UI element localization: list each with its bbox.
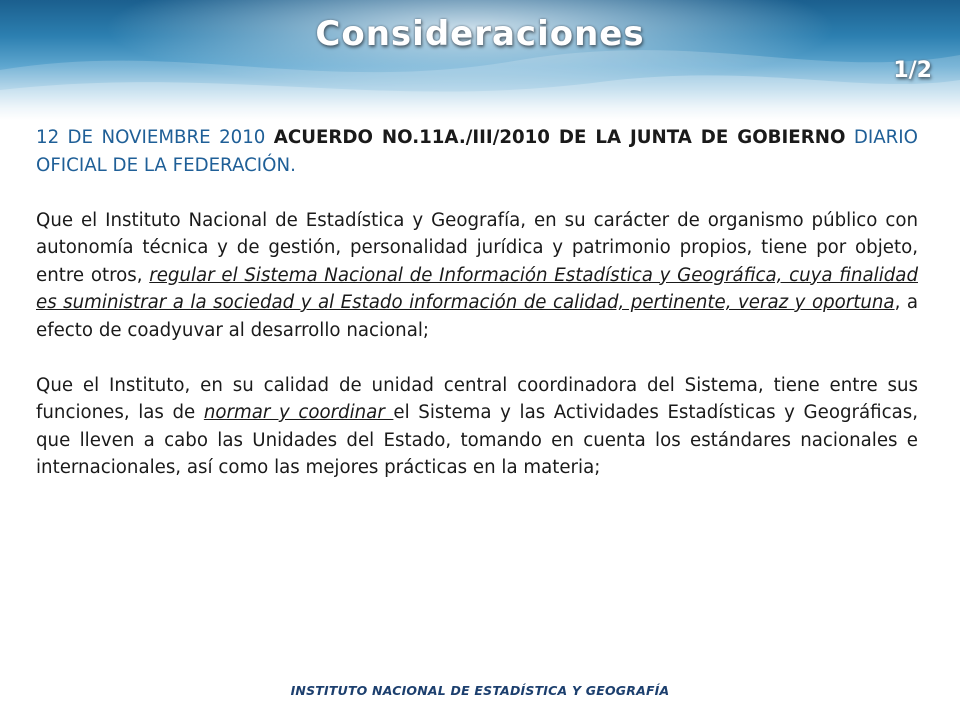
paragraph-functions bbox=[36, 372, 918, 482]
paragraph-functions-outro: el Sistema y las Actividades Estadísticas y Geográficas, que lleven a cabo las Unidades del Estado, tomando en cuenta los estándares nacionales e internacionales, así como las mejores prácticas en la materia; bbox=[36, 402, 918, 478]
agreement-text: ACUERDO NO.11A./III/2010 DE LA JUNTA DE GOBIERNO bbox=[273, 127, 846, 148]
date-text: 12 DE NOVIEMBRE 2010 bbox=[36, 127, 266, 148]
footer-institution-name: INSTITUTO NACIONAL DE ESTADÍSTICA Y GEOGRAFÍA bbox=[290, 683, 670, 698]
paragraph-functions-intro: Que el Instituto, en su calidad de unidad central coordinadora del Sistema, tiene entre sus funciones, las de bbox=[36, 374, 918, 423]
publication-text: DIARIO OFICIAL DE LA FEDERACIÓN. bbox=[36, 127, 918, 176]
paragraph-objective-intro: Que el Instituto Nacional de Estadística y Geografía, en su carácter de organismo público con autonomía técnica y de gestión, personalidad jurídica y patrimonio propios, tiene por objeto, entre otros, bbox=[36, 209, 918, 286]
paragraph-reference bbox=[36, 124, 918, 179]
paragraph-objective-underlined: regular el Sistema Nacional de Información Estadística y Geográfica, cuya finalidad es suministrar a la sociedad y al Estado información de calidad, pertinente, veraz y oportuna bbox=[36, 264, 918, 313]
paragraph-objective-outro: , a efecto de coadyuvar al desarrollo nacional; bbox=[36, 292, 918, 341]
header-banner bbox=[0, 0, 960, 120]
paragraph-functions-underlined: normar y coordinar bbox=[203, 402, 394, 423]
body-text bbox=[36, 124, 918, 482]
paragraph-objective bbox=[36, 207, 918, 345]
page-indicator: 1/2 bbox=[893, 58, 932, 83]
page-title: Consideraciones bbox=[315, 14, 645, 54]
